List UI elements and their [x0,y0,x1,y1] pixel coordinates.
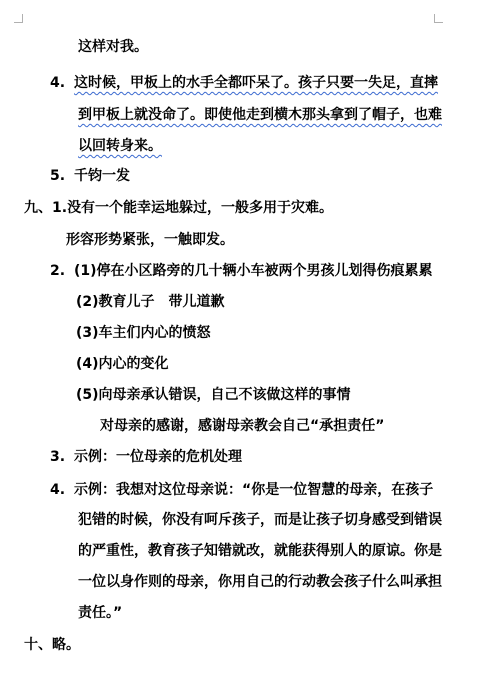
item-number: 4. [50,75,66,91]
item-4-example [50,481,433,499]
text-line [78,106,442,124]
page-corner-mark-top-right [434,14,443,23]
text-line: (4)内心的变化 [76,356,169,372]
text-line: 犯错的时候，你没有呵斥孩子，而是让孩子切身感受到错误 [78,512,442,528]
item-2-answer [50,262,433,280]
item-number: 2. [50,263,66,279]
text-line: 形容形势紧张，一触即发。 [66,232,234,248]
text-line: 一位以身作则的母亲，你用自己的行动教会孩子什么叫承担 [78,574,442,590]
item-number: 3. [50,449,66,465]
text-line: 责任。” [78,605,123,621]
text-line: 没有一个能幸运地躲过，一般多用于灾难。 [67,200,334,216]
text-line: 千钧一发 [74,168,130,184]
text-line: 示例：我想对这位母亲说：“你是一位智慧的母亲，在孩子 [74,482,434,498]
text-line: 的严重性，教育孩子知错就改，就能获得别人的原谅。你是 [78,543,442,559]
text-line [78,137,162,155]
item-3-answer [50,448,242,466]
page-corner-mark-top-left [14,14,23,23]
text-line: (1)停在小区路旁的几十辆小车被两个男孩儿划得伤痕累累 [74,263,433,279]
section-number: 九、1. [24,200,68,216]
text-line-underlined: 到甲板上就没命了。即使他走到横木那头拿到了帽子，也难 [78,107,442,123]
item-5-answer [50,167,130,185]
item-number: 4. [50,482,66,498]
item-4-answer [50,74,438,92]
text-line: (3)车主们内心的愤怒 [76,325,211,341]
text-line: 示例：一位母亲的危机处理 [74,449,242,465]
text-line: 这时候，甲板上的水手全都吓呆了。孩子只要一失足，直摔 [74,75,438,91]
item-number: 5. [50,168,66,184]
text-line: 对母亲的感谢，感谢母亲教会自己“承担责任” [100,418,385,434]
section-10: 十、略。 [24,637,80,653]
text-line: (5)向母亲承认错误，自己不该做这样的事情 [76,387,351,403]
text-line: 这样对我。 [78,39,148,55]
text-line: (2)教育儿子 带儿道歉 [76,294,225,310]
text-line-underlined: 以回转身来。 [78,138,162,154]
section-9-item-1 [24,199,333,217]
